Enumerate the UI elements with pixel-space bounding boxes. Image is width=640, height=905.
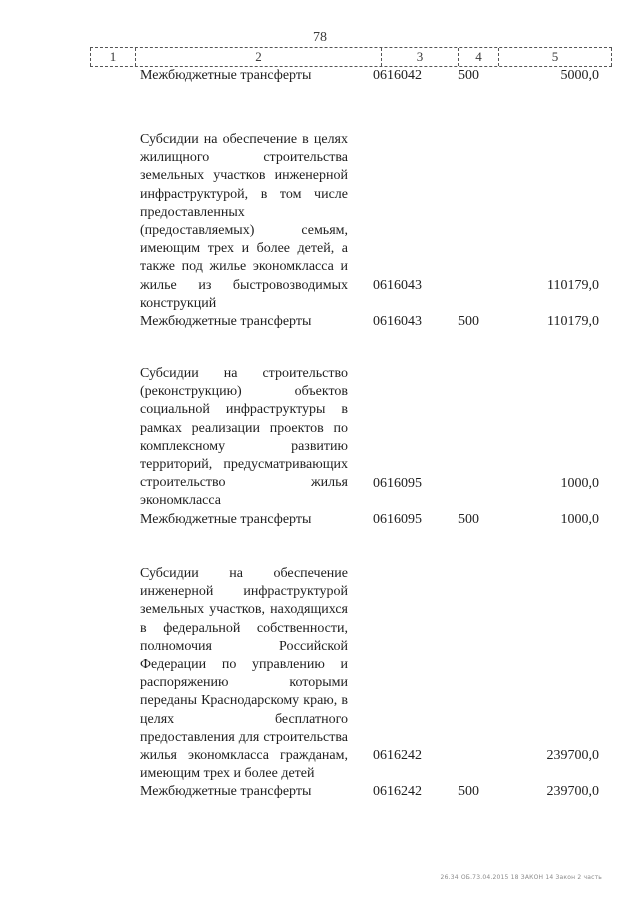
row-target-code: 0616095 [373, 511, 422, 527]
row-name: Субсидии на обеспечение инженерной инфраструктурой земельных участков, находящихся в федеральной собственности, полномочия Российской Федерации по управлению и распоряжению которыми переданы Краснодарскому краю, в целях бесплатного предоставления для строительства жилья экономкласса гражданам, имеющим трех и более детей [140, 566, 348, 782]
row-amount: 1000,0 [560, 475, 599, 491]
document-stamp-footer: 26.34 ОБ.73.04.2015 18 ЗАКОН 14 Закон 2 часть [440, 874, 602, 881]
table-row [0, 529, 640, 782]
table-row [0, 765, 640, 801]
row-expense-type: 500 [458, 511, 479, 527]
row-expense-type: 500 [458, 783, 479, 799]
header-col-3: 3 [381, 48, 458, 66]
row-target-code: 0616242 [373, 747, 422, 763]
row-name: Субсидии на обеспечение в целях жилищного строительства земельных участков инженерной инфраструктурой, в том числе предоставленных (предоставляемых) семьям, имеющим трех и более детей, а также под жилье экономкласса и жилье из быстровозводимых конструкций [140, 132, 348, 311]
row-amount: 110179,0 [547, 277, 599, 293]
row-amount: 5000,0 [560, 67, 599, 83]
table-header-row [90, 47, 612, 67]
page-number: 78 [313, 30, 327, 45]
table-row [0, 331, 640, 509]
row-target-code: 0616042 [373, 67, 422, 83]
row-name: Межбюджетные трансферты [140, 784, 312, 799]
row-amount: 110179,0 [547, 313, 599, 329]
table-row [0, 493, 640, 529]
row-amount: 1000,0 [560, 511, 599, 527]
row-target-code: 0616242 [373, 783, 422, 799]
header-col-1: 1 [90, 48, 135, 66]
header-col-2: 2 [135, 48, 381, 66]
row-target-code: 0616043 [373, 313, 422, 329]
row-name: Межбюджетные трансферты [140, 512, 312, 527]
row-name: Межбюджетные трансферты [140, 314, 312, 329]
row-name: Межбюджетные трансферты [140, 68, 312, 83]
header-col-5: 5 [498, 48, 612, 66]
table-row [0, 85, 640, 311]
header-col-4: 4 [458, 48, 498, 66]
row-amount: 239700,0 [546, 783, 599, 799]
row-name: Субсидии на строительство (реконструкцию) объектов социальной инфраструктуры в рамках реализации проектов по комплексному развитию территорий, предусматривающих строительство жилья экономкласса [140, 366, 348, 509]
row-target-code: 0616095 [373, 475, 422, 491]
row-target-code: 0616043 [373, 277, 422, 293]
table-row [0, 67, 640, 85]
row-amount: 239700,0 [546, 747, 599, 763]
row-expense-type: 500 [458, 67, 479, 83]
budget-table-body [0, 67, 640, 801]
table-row [0, 295, 640, 331]
row-expense-type: 500 [458, 313, 479, 329]
